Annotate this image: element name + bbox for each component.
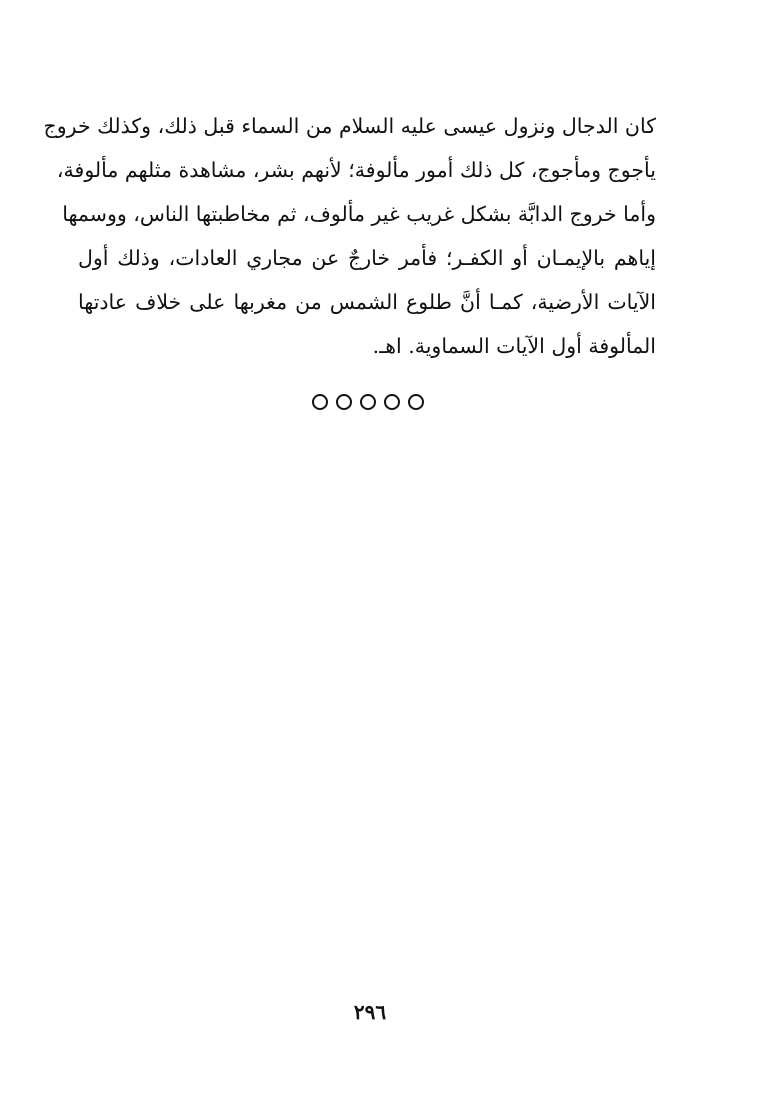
separator-circle-icon [360, 394, 376, 410]
text-line-2: يأجوج ومأجوج، كل ذلك أمور مألوفة؛ لأنهم بشر، مشاهدة مثلهم مألوفة، [56, 158, 656, 182]
text-line-1: كان الدجال ونزول عيسى عليه السلام من السماء قبل ذلك، وكذلك خروج [43, 114, 656, 138]
separator-circle-icon [408, 394, 424, 410]
text-line-4: إياهم بالإيمـان أو الكفـر؛ فأمر خارجٌ عن مجاري العادات، وذلك أول [78, 246, 656, 270]
separator-circle-icon [384, 394, 400, 410]
body-paragraph [43, 104, 656, 368]
text-line-3: وأما خروج الدابَّة بشكل غريب غير مألوف، ثم مخاطبتها الناس، ووسمها [62, 202, 656, 226]
separator-circle-icon [312, 394, 328, 410]
text-line-5: الآيات الأرضية، كمـا أنَّ طلوع الشمس من مغربها على خلاف عادتها [78, 290, 656, 314]
section-separator [312, 390, 424, 414]
text-line-6: المألوفة أول الآيات السماوية. اهـ. [372, 334, 656, 358]
separator-circle-icon [336, 394, 352, 410]
page-number: ٢٩٦ [353, 1000, 387, 1024]
